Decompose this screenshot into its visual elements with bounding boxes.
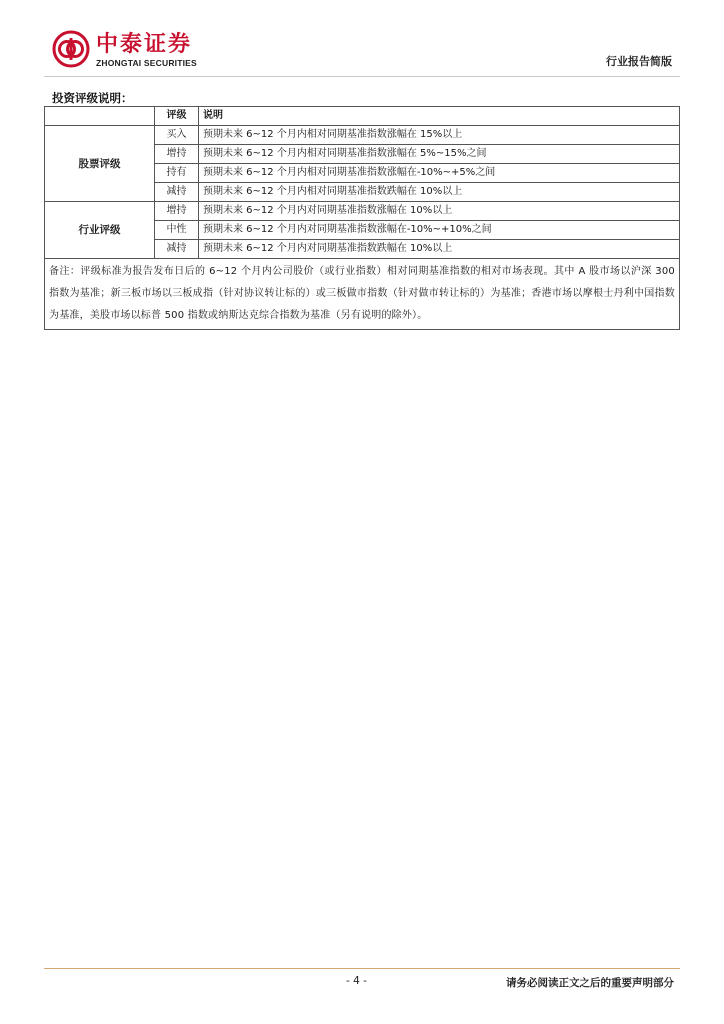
table-note-row	[45, 259, 680, 330]
rating-cell: 中性	[155, 221, 199, 240]
description-cell: 预期未来 6~12 个月内相对同期基准指数涨幅在-10%~+5%之间	[199, 164, 680, 183]
report-type-label: 行业报告简版	[606, 55, 672, 68]
section-title: 投资评级说明：	[52, 91, 133, 105]
column-header-description: 说明	[199, 107, 680, 126]
table-row	[45, 126, 680, 145]
group-label-stock-rating: 股票评级	[45, 126, 155, 202]
rating-cell: 减持	[155, 240, 199, 259]
company-logo	[52, 30, 222, 72]
description-cell: 预期未来 6~12 个月内对同期基准指数涨幅在 10%以上	[199, 202, 680, 221]
group-label-industry-rating: 行业评级	[45, 202, 155, 259]
description-cell: 预期未来 6~12 个月内相对同期基准指数跌幅在 10%以上	[199, 183, 680, 202]
table-note: 备注：评级标准为报告发布日后的 6~12 个月内公司股价（或行业指数）相对同期基准指数的相对市场表现。其中 A 股市场以沪深 300 指数为基准；新三板市场以三板成指（针对协议转让标的）或三板做市指数（针对做市转让标的）为基准；香港市场以摩根士丹利中国指数为基准，美股市场以标普 500 指数或纳斯达克综合指数为基准（另有说明的除外）。	[45, 259, 680, 330]
table-header-row	[45, 107, 680, 126]
footer-disclaimer: 请务必阅读正文之后的重要声明部分	[506, 977, 674, 989]
table-row	[45, 202, 680, 221]
page-number: - 4 -	[346, 975, 367, 987]
rating-cell: 增持	[155, 145, 199, 164]
rating-cell: 买入	[155, 126, 199, 145]
description-cell: 预期未来 6~12 个月内相对同期基准指数涨幅在 5%~15%之间	[199, 145, 680, 164]
description-cell: 预期未来 6~12 个月内相对同期基准指数涨幅在 15%以上	[199, 126, 680, 145]
zhongtai-logo-icon	[52, 30, 90, 68]
column-header-rating: 评级	[155, 107, 199, 126]
rating-cell: 持有	[155, 164, 199, 183]
logo-english-name: ZHONGTAI SECURITIES	[96, 58, 197, 68]
rating-cell: 减持	[155, 183, 199, 202]
rating-cell: 增持	[155, 202, 199, 221]
description-cell: 预期未来 6~12 个月内对同期基准指数涨幅在-10%~+10%之间	[199, 221, 680, 240]
logo-chinese-name: 中泰证券	[96, 32, 193, 57]
table-header-blank-cell	[45, 107, 155, 126]
rating-table	[44, 106, 680, 330]
description-cell: 预期未来 6~12 个月内对同期基准指数跌幅在 10%以上	[199, 240, 680, 259]
header-divider	[44, 76, 680, 77]
footer-divider	[44, 968, 680, 969]
